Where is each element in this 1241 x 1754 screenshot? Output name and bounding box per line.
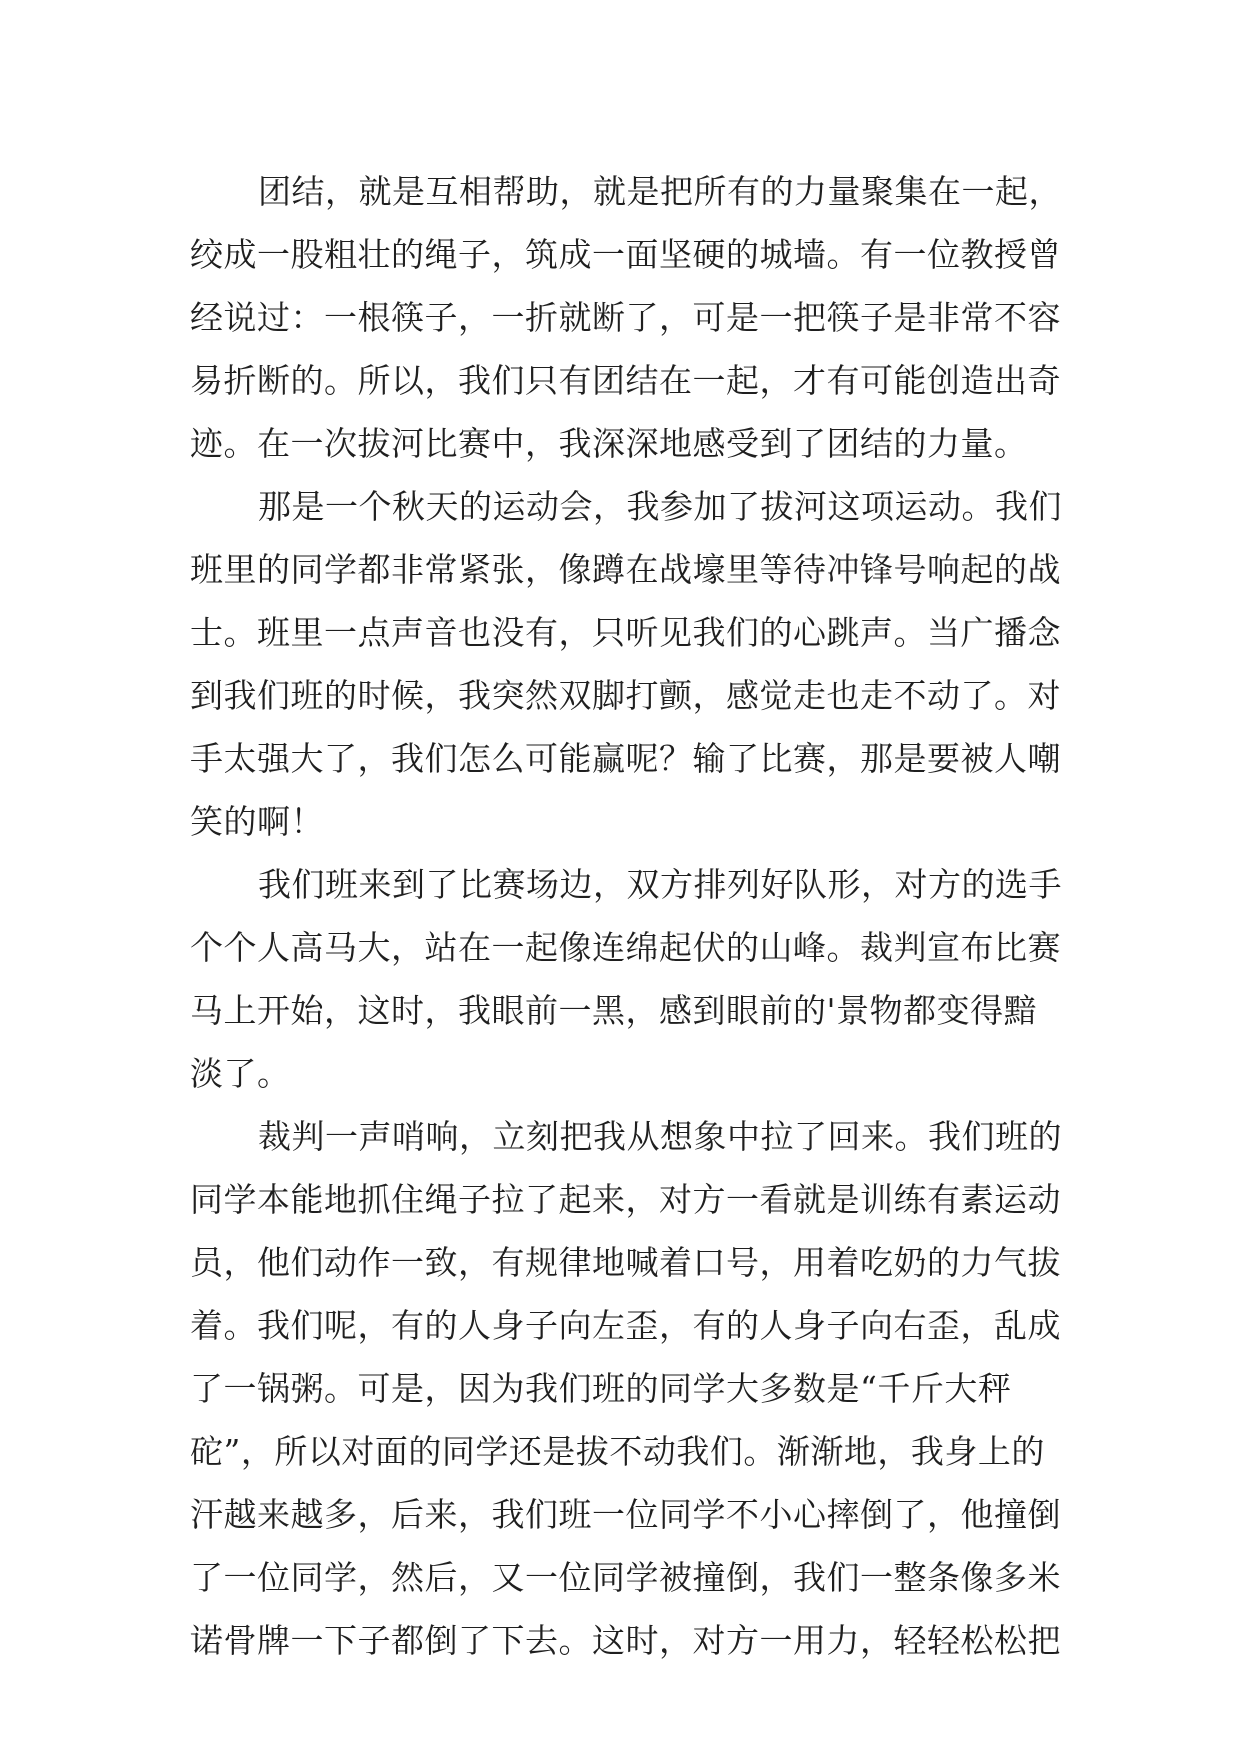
text-line: 那是一个秋天的运动会，我参加了拔河这项运动。我们 — [258, 487, 1062, 526]
text-line: 了一锅粥。可是，因为我们班的同学大多数是“千斤大秤 — [190, 1369, 1012, 1408]
text-line: 团结，就是互相帮助，就是把所有的力量聚集在一起， — [258, 172, 1062, 211]
text-line: 着。我们呢，有的人身子向左歪，有的人身子向右歪，乱成 — [190, 1306, 1061, 1345]
text-line: 经说过：一根筷子，一折就断了，可是一把筷子是非常不容 — [190, 298, 1061, 337]
text-line: 手太强大了，我们怎么可能赢呢？输了比赛，那是要被人嘲 — [190, 739, 1061, 778]
text-line: 马上开始，这时，我眼前一黑，感到眼前的'景物都变得黯 — [190, 991, 1038, 1030]
text-line: 员，他们动作一致，有规律地喊着口号，用着吃奶的力气拔 — [190, 1243, 1061, 1282]
essay-body — [190, 160, 1070, 1672]
text-line: 班里的同学都非常紧张，像蹲在战壕里等待冲锋号响起的战 — [190, 550, 1061, 589]
text-line: 我们班来到了比赛场边，双方排列好队形，对方的选手 — [258, 865, 1062, 904]
text-line: 了一位同学，然后，又一位同学被撞倒，我们一整条像多米 — [190, 1558, 1061, 1597]
text-line: 士。班里一点声音也没有，只听见我们的心跳声。当广播念 — [190, 613, 1061, 652]
paragraph — [190, 160, 1070, 475]
text-line: 迹。在一次拔河比赛中，我深深地感受到了团结的力量。 — [190, 424, 1028, 463]
text-line: 绞成一股粗壮的绳子，筑成一面坚硬的城墙。有一位教授曾 — [190, 235, 1061, 274]
paragraph — [190, 853, 1070, 1105]
text-line: 同学本能地抓住绳子拉了起来，对方一看就是训练有素运动 — [190, 1180, 1061, 1219]
text-line: 淡了。 — [190, 1054, 291, 1093]
text-line: 个个人高马大，站在一起像连绵起伏的山峰。裁判宣布比赛 — [190, 928, 1061, 967]
text-line: 裁判一声哨响，立刻把我从想象中拉了回来。我们班的 — [258, 1117, 1062, 1156]
text-line: 诺骨牌一下子都倒了下去。这时，对方一用力，轻轻松松把 — [190, 1621, 1061, 1660]
text-line: 到我们班的时候，我突然双脚打颤，感觉走也走不动了。对 — [190, 676, 1061, 715]
text-line: 汗越来越多，后来，我们班一位同学不小心摔倒了，他撞倒 — [190, 1495, 1061, 1534]
paragraph — [190, 475, 1070, 853]
text-line: 砣”，所以对面的同学还是拔不动我们。渐渐地，我身上的 — [190, 1432, 1045, 1471]
text-line: 易折断的。所以，我们只有团结在一起，才有可能创造出奇 — [190, 361, 1061, 400]
text-line: 笑的啊！ — [190, 802, 324, 841]
paragraph — [190, 1105, 1070, 1672]
